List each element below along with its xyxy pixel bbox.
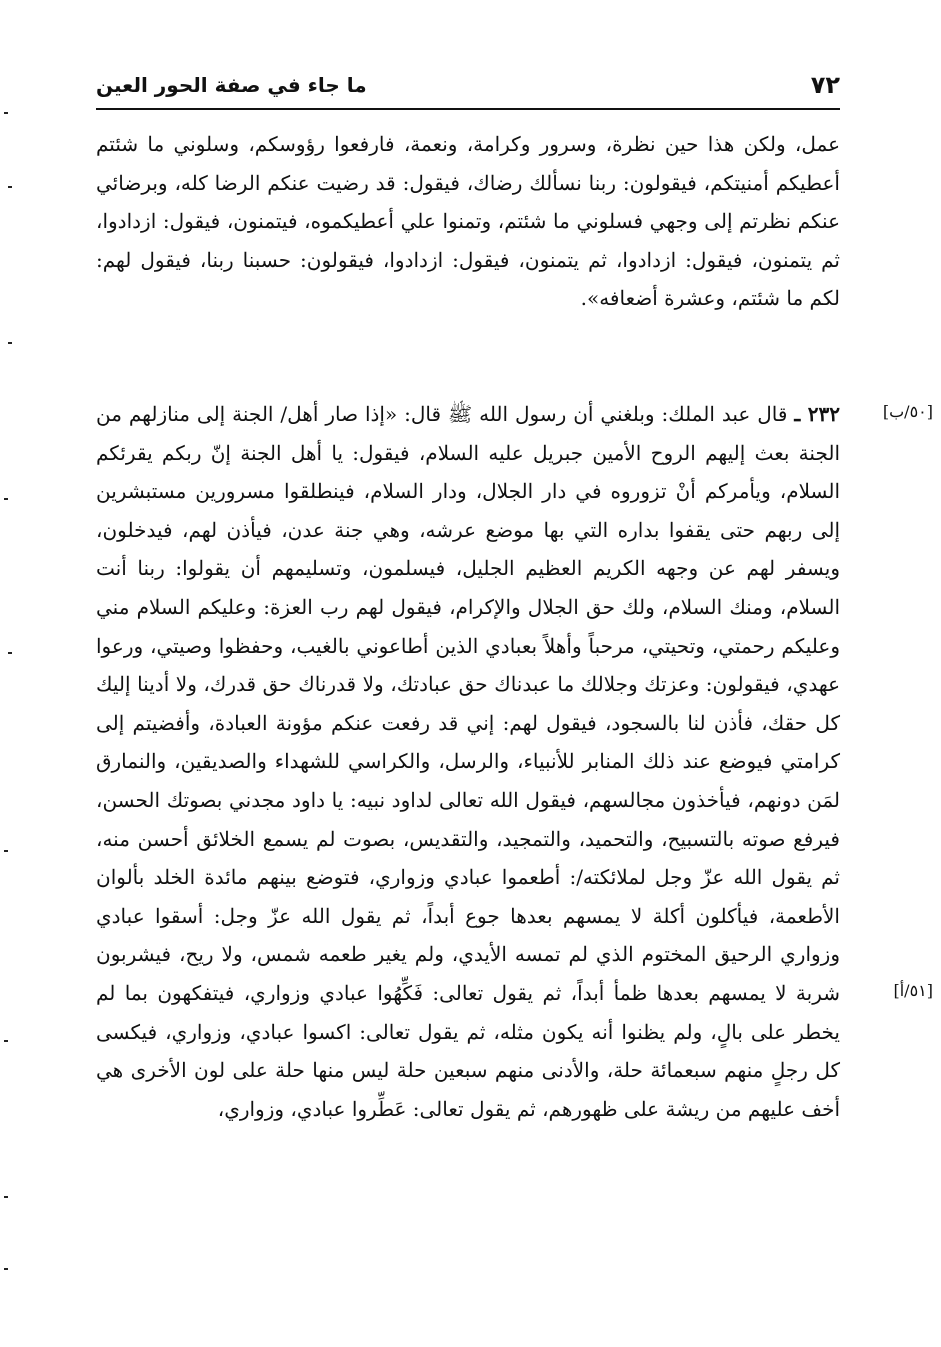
hadith-text: قال عبد الملك: وبلغني أن رسول الله ﷺ قال: «إذا صار أهل/ الجنة إلى منازلهم من الجنة بعث إليهم الروح الأمين جبريل عليه السلام، فيقول: يا أهل الجنة إنّ ربكم يقرئكم السلام، ويأمركم أنْ تزوروه في دار الجلال، ودار السلام، فينطلقوا مسرورين مستبشرين إلى ربهم حتى يقفوا بداره التي بها موضع عرشه، وهي جنة عدن، فيأذن لهم، فيدخلون، ويسفر لهم عن وجهه الكريم العظيم الجليل، فيسلمون، وتسليمهم أن يقولوا: ربنا أنت السلام، ومنك السلام، ولك حق الجلال والإكرام، فيقول لهم رب العزة: وعليكم السلام مني وعليكم رحمتي، وتحيتي، مرحباً وأهلاً بعبادي الذين أطاعوني بالغيب، وحفظوا وصيتي، ورعوا عهدي، فيقولون: وعزتك وجلالك ما عبدناك حق عبادتك، ولا قدرناك حق قدرك، ولا أدينا إليك كل حقك، فأذن لنا بالسجود، فيقول لهم: إني قد رفعت عنكم مؤونة العبادة، وأفضيتم إلى كرامتي فيوضع عند ذلك المنابر للأنبياء، والرسل، والكراسي للشهداء والصديقين، والنمارق لمَن دونهم، فيأخذون مجالسهم، فيقول الله تعالى لداود نبيه: يا داود مجدني بصوتك الحسن، فيرفع صوته بالتسبيح، والتحميد، والتمجيد، والتقديس، بصوت لم يسمع الخلائق أحسن منه، ثم يقول الله عزّ وجل لملائكته/: أطعموا عبادي وزواري، فتوضع بينهم مائدة الخلد بألوان الأطعمة، فيأكلون أكلة لا يمسهم بعدها جوع أبداً، ثم يقول الله عزّ وجل: أسقوا عبادي وزواري الرحيق المختوم الذي لم تمسه الأيدي، ولم يغير طعمه شمس، ولا ريح، فيشربون شربة لا يمسهم بعدها ظمأ أبداً، ثم يقول تعالى: فَكِّهُوا عبادي وزواري، فيتفكهون بما لم يخطر على بالٍ، ولم يظنوا أنه يكون مثله، ثم يقول تعالى: اكسوا عبادي، وزواري، فيكسى كل رجلٍ منهم سبعمائة حلة، والأدنى منهم سبعين حلة ليس منها حلة على لون الأخرى هي أخف عليهم من ريشة على ظهورهم، ثم يقول تعالى: عَطِّروا عبادي، وزواري، [96, 402, 840, 1121]
paragraph-continuation: عمل، ولكن هذا حين نظرة، وسرور وكرامة، ونعمة، فارفعوا رؤوسكم، وسلوني ما شئتم أعطيكم أمنيتكم، فيقولون: ربنا نسألك رضاك، فيقول: قد رضيت عنكم الرضا كله، وبرضائي عنكم نظرتم إلى وجهي فسلوني ما شئتم، وتمنوا علي أعطيكموه، فيتمنون، فيقول: ازدادوا، ثم يتمنون، فيقول: ازدادوا، ثم يتمنون، فيقول: ازدادوا، فيقولون: حسبنا ربنا، فيقول لهم: لكم ما شئتم، وعشرة أضعافه». [96, 132, 840, 311]
scan-mark [4, 498, 8, 500]
page-header [96, 68, 840, 102]
scan-mark [4, 850, 8, 852]
hadith-number: ٢٣٢ ـ [794, 402, 841, 426]
hadith-paragraph [96, 395, 840, 1128]
scan-mark [4, 1040, 8, 1042]
manuscript-folio-note: [٥١/أ] [893, 981, 933, 1000]
manuscript-folio-note: [٥٠/ب] [882, 402, 933, 421]
scan-mark [8, 652, 12, 654]
scan-mark [8, 186, 12, 188]
scan-mark [8, 342, 12, 344]
page-number: ٧٢ [810, 71, 840, 99]
scan-mark [4, 1268, 8, 1270]
header-rule [96, 108, 840, 110]
running-title: ما جاء في صفة الحور العين [96, 73, 367, 97]
scan-mark [4, 112, 8, 114]
scan-mark [4, 1196, 8, 1198]
